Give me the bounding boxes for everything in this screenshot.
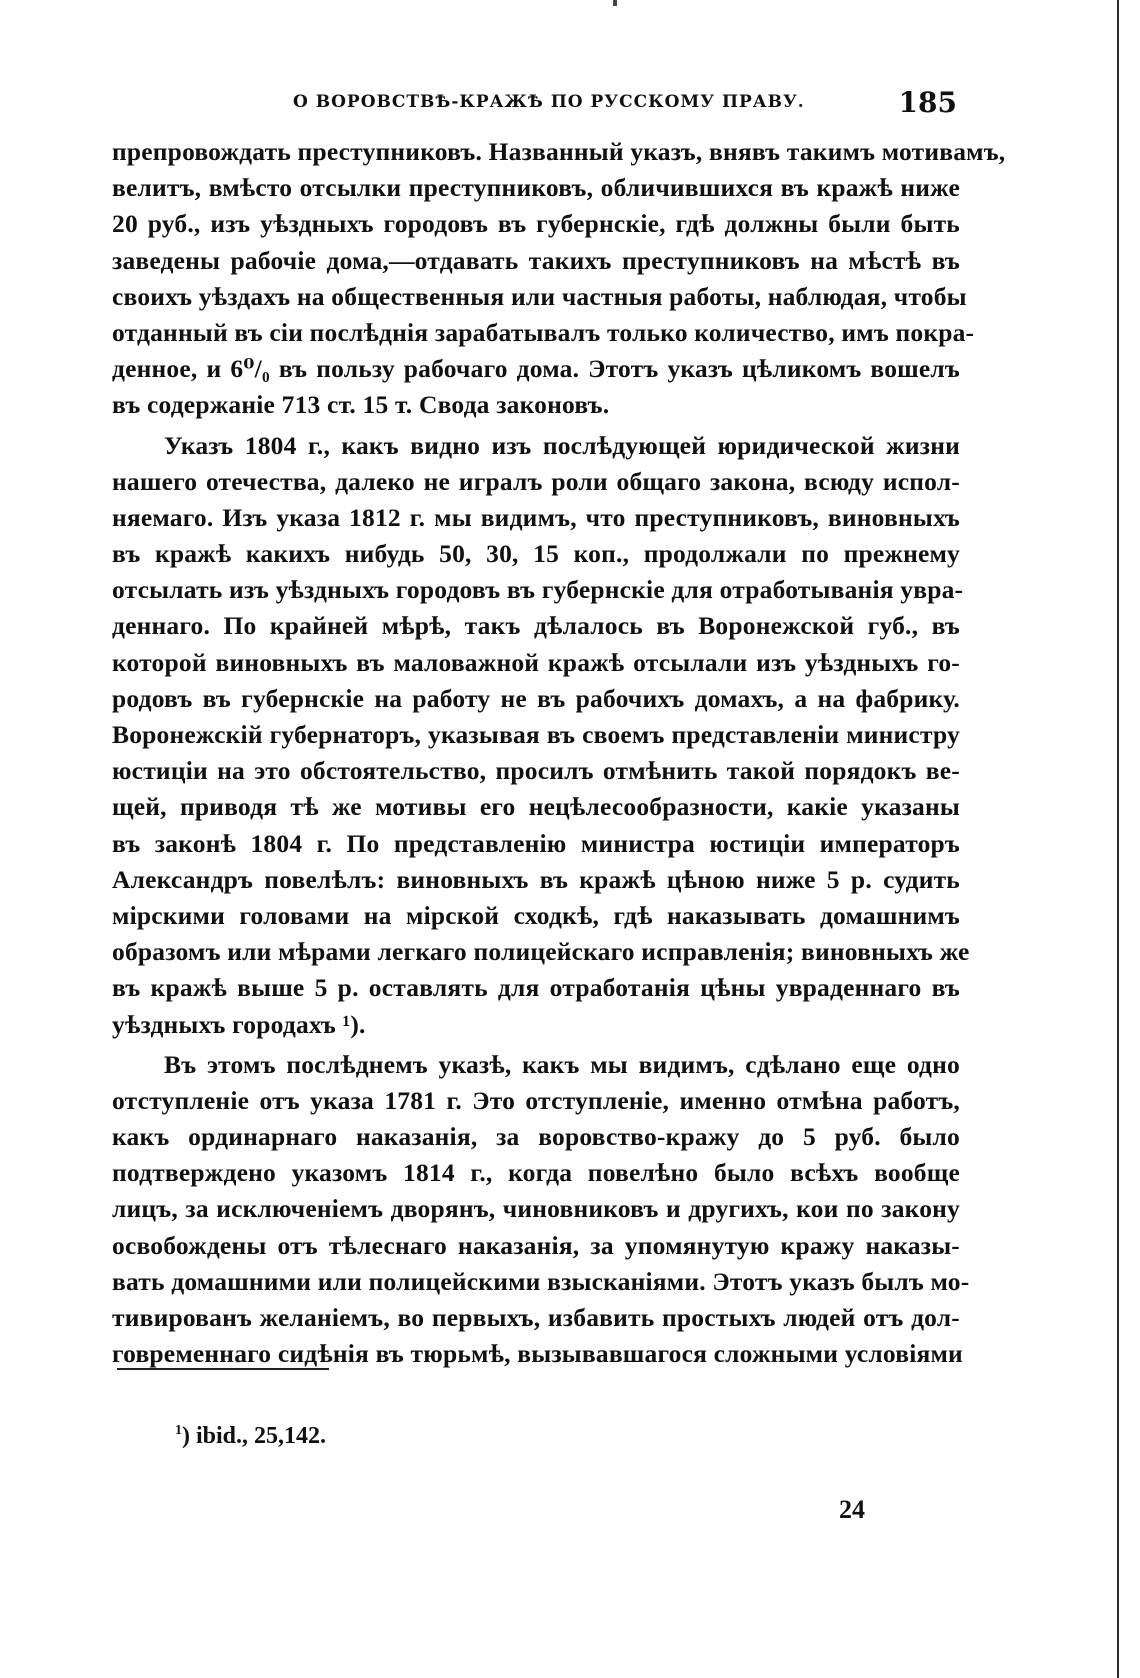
text-line: въ кражѣ какихъ нибудь 50, 30, 15 коп., продолжали по прежнему xyxy=(112,539,960,569)
text-line: вать домашними или полицейскими взысканіями. Этотъ указъ былъ мо- xyxy=(112,1266,970,1296)
text-line: тивированъ желаніемъ, во первыхъ, избавить простыхъ людей отъ дол- xyxy=(112,1303,960,1332)
signature-mark: 24 xyxy=(839,1495,865,1524)
text-line: освобождены отъ тѣлеснаго наказанія, за упомянутую кражу наказы- xyxy=(112,1230,960,1260)
text-line: родовъ въ губернскіе на работу не въ рабочихъ домахъ, а на фабрику. xyxy=(112,683,960,713)
text-line: щей, приводя тѣ же мотивы его нецѣлесообразности, какіе указаны xyxy=(112,792,960,822)
footnote xyxy=(175,1423,326,1450)
paragraph xyxy=(112,428,970,1043)
text-line: отступленіе отъ указа 1781 г. Это отступленіе, именно отмѣна работъ, xyxy=(112,1085,960,1115)
paragraph xyxy=(112,1047,970,1373)
text-line: препровождать преступниковъ. Названный указъ, внявъ такимъ мотивамъ, xyxy=(112,137,1006,166)
body-text xyxy=(112,134,1006,1372)
page-header xyxy=(115,86,957,120)
text-line: заведены рабочіе дома,—отдавать такихъ преступниковъ на мѣстѣ въ xyxy=(112,245,960,275)
text-line: своихъ уѣздахъ на общественныя или частныя работы, наблюдая, чтобы xyxy=(112,281,967,311)
text-line: мірскими головами на мірской сходкѣ, гдѣ наказывать домашнимъ xyxy=(112,900,960,930)
text-line: велитъ, вмѣсто отсылки преступниковъ, обличившихся въ кражѣ ниже xyxy=(112,173,960,203)
page-edge-line xyxy=(1117,0,1119,1678)
text-line: юстиціи на это обстоятельство, просилъ отмѣнить такой порядокъ ве- xyxy=(112,756,960,786)
text-line: образомъ или мѣрами легкаго полицейскаго исправленія; виновныхъ же xyxy=(112,937,970,967)
footnote-text: ) ibid., 25,142. xyxy=(182,1423,327,1449)
text-line: Указъ 1804 г., какъ видно изъ послѣдующей юридической жизни xyxy=(164,430,960,460)
text-line: 20 руб., изъ уѣздныхъ городовъ въ губернскіе, гдѣ должны были быть xyxy=(112,209,960,239)
footnote-rule xyxy=(117,1368,329,1370)
text-line: уѣздныхъ городахъ ¹). xyxy=(112,1009,366,1039)
text-line: отданный въ сіи послѣднія зарабатывалъ только количество, имъ покра- xyxy=(112,317,975,347)
text-line: деннаго. По крайней мѣрѣ, такъ дѣлалось въ Воронежской губ., въ xyxy=(112,611,960,641)
text-line: няемаго. Изъ указа 1812 г. мы видимъ, что преступниковъ, виновныхъ xyxy=(112,502,960,532)
text-line: какъ ординарнаго наказанія, за воровство-кражу до 5 руб. было xyxy=(112,1122,960,1152)
text-line: Александръ повелѣлъ: виновныхъ въ кражѣ цѣною ниже 5 р. судить xyxy=(112,864,960,894)
text-line: въ содержаніе 713 ст. 15 т. Свода законовъ. xyxy=(112,390,610,420)
top-edge-mark xyxy=(613,0,617,6)
text-line: нашего отечества, далеко не игралъ роли общаго закона, всюду испол- xyxy=(112,466,960,496)
text-line: лицъ, за исключеніемъ дворянъ, чиновниковъ и другихъ, кои по закону xyxy=(112,1194,960,1224)
text-line: въ законѣ 1804 г. По представленію министра юстиціи императоръ xyxy=(112,828,960,858)
page-number: 185 xyxy=(898,86,957,119)
text-line: Въ этомъ послѣднемъ указѣ, какъ мы видимъ, сдѣлано еще одно xyxy=(164,1049,960,1079)
text-line: говременнаго сидѣнія въ тюрьмѣ, вызывавшагося сложными условіями xyxy=(112,1339,963,1369)
running-title: О ВОРОВСТВѢ-КРАЖѢ ПО РУССКОМУ ПРАВУ. xyxy=(293,92,805,112)
text-line: отсылать изъ уѣздныхъ городовъ въ губернскіе для отработыванія увра- xyxy=(112,575,964,605)
text-line: денное, и 6⁰/₀ въ пользу рабочаго дома. Этотъ указъ цѣликомъ вошелъ xyxy=(112,354,960,384)
text-line: въ кражѣ выше 5 р. оставлять для отработанія цѣны увраденнаго въ xyxy=(112,973,960,1003)
text-line: подтверждено указомъ 1814 г., когда повелѣно было всѣхъ вообще xyxy=(112,1158,960,1188)
text-line: которой виновныхъ въ маловажной кражѣ отсылали изъ уѣздныхъ го- xyxy=(112,647,960,677)
footnote-marker: 1 xyxy=(175,1423,182,1438)
paragraph xyxy=(112,134,1006,424)
text-line: Воронежскій губернаторъ, указывая въ своемъ представленіи министру xyxy=(112,720,960,749)
